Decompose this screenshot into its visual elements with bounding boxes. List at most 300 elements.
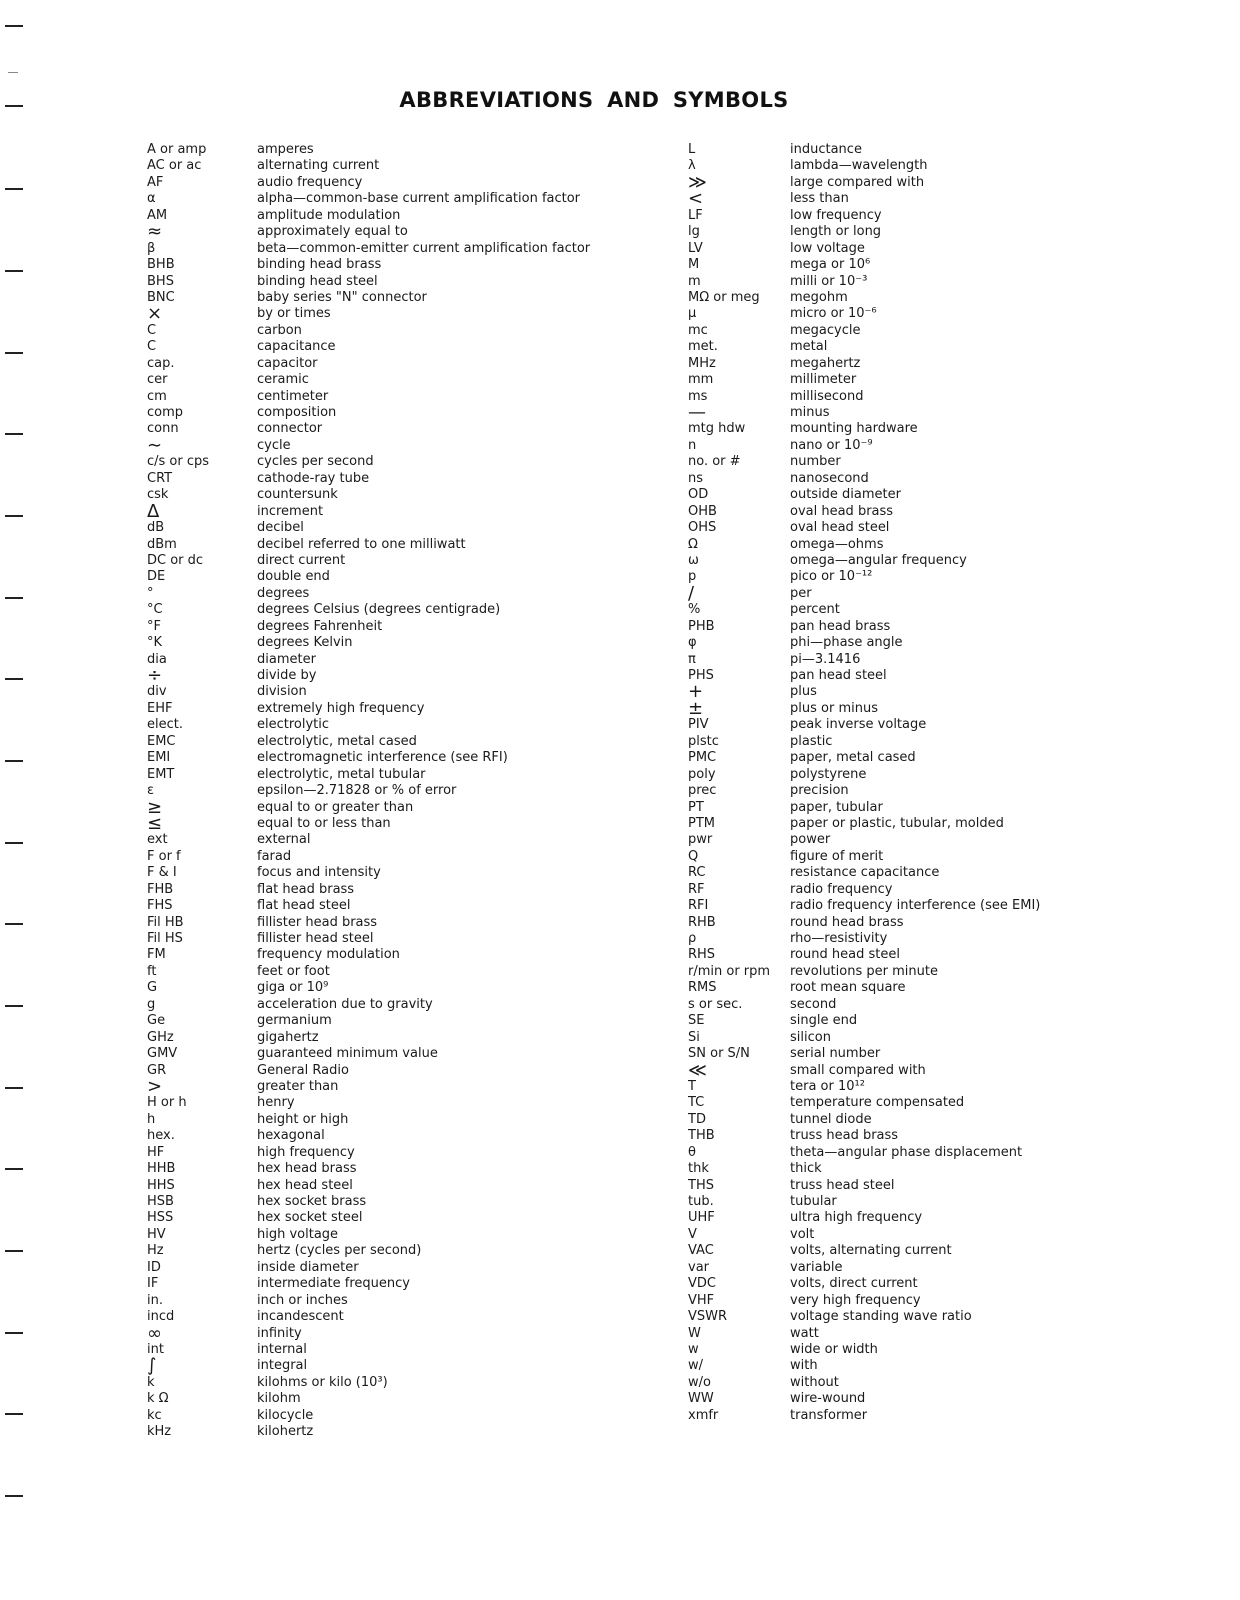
- abbreviation-symbol: Ge: [147, 1013, 166, 1029]
- abbreviation-symbol: /: [688, 582, 695, 604]
- abbreviation-symbol: w: [688, 1341, 699, 1357]
- abbreviation-meaning: resistance capacitance: [790, 865, 940, 881]
- abbreviation-meaning: with: [790, 1358, 818, 1374]
- margin-tick: [5, 760, 23, 762]
- abbreviation-symbol: dBm: [147, 536, 177, 552]
- abbreviation-symbol: V: [688, 1226, 697, 1242]
- abbreviation-symbol: MHz: [688, 355, 716, 371]
- abbreviation-meaning: degrees Fahrenheit: [257, 618, 383, 634]
- abbreviation-meaning: kilocycle: [257, 1407, 314, 1423]
- abbreviation-meaning: General Radio: [257, 1062, 349, 1078]
- abbreviation-meaning: plus: [790, 684, 817, 700]
- abbreviation-meaning: oval head steel: [790, 520, 890, 536]
- abbreviation-symbol: PHB: [688, 618, 715, 634]
- abbreviation-symbol: mm: [688, 372, 714, 388]
- abbreviation-meaning: kilohms or kilo (10³): [257, 1374, 388, 1390]
- margin-tick: [5, 433, 23, 435]
- abbreviation-meaning: transformer: [790, 1407, 868, 1423]
- abbreviation-symbol: g: [147, 996, 156, 1012]
- abbreviation-symbol: dB: [147, 520, 165, 536]
- abbreviation-meaning: divide by: [257, 668, 317, 683]
- abbreviation-meaning: paper or plastic, tubular, molded: [790, 815, 1004, 831]
- abbreviation-meaning: diameter: [257, 651, 316, 667]
- abbreviation-symbol: ≤: [147, 812, 163, 834]
- abbreviation-meaning: tera or 10¹²: [790, 1078, 865, 1094]
- abbreviation-symbol: <: [688, 188, 704, 210]
- abbreviation-meaning: peak inverse voltage: [790, 717, 927, 733]
- abbreviation-meaning: henry: [257, 1095, 295, 1111]
- abbreviation-symbol: ε: [147, 783, 155, 799]
- abbreviation-meaning: amperes: [257, 142, 314, 157]
- margin-tick: [5, 515, 23, 517]
- abbreviation-symbol: EMT: [147, 766, 175, 782]
- abbreviation-symbol: ω: [688, 552, 699, 568]
- abbreviation-symbol: Fil HB: [147, 914, 184, 930]
- abbreviation-meaning: centimeter: [257, 388, 329, 404]
- abbreviation-symbol: HHS: [147, 1177, 175, 1193]
- abbreviation-meaning: polystyrene: [790, 766, 867, 782]
- abbreviation-meaning: outside diameter: [790, 487, 901, 503]
- abbreviation-symbol: PHS: [688, 668, 714, 683]
- abbreviation-meaning: nanosecond: [790, 470, 869, 486]
- abbreviation-symbol: hex.: [147, 1128, 175, 1144]
- abbreviation-meaning: variable: [790, 1259, 843, 1275]
- abbreviation-symbol: k Ω: [147, 1391, 169, 1407]
- abbreviation-symbol: ÷: [147, 665, 163, 686]
- abbreviation-meaning: paper, metal cased: [790, 750, 916, 766]
- abbreviation-meaning: oval head brass: [790, 503, 894, 519]
- abbreviation-symbol: int: [147, 1341, 164, 1357]
- abbreviation-symbol: BHS: [147, 273, 174, 289]
- abbreviation-meaning: equal to or greater than: [257, 799, 414, 815]
- abbreviation-symbol: GHz: [147, 1029, 174, 1045]
- abbreviation-meaning: tunnel diode: [790, 1111, 872, 1127]
- abbreviation-symbol: θ: [688, 1144, 696, 1160]
- abbreviation-meaning: feet or foot: [257, 963, 330, 979]
- abbreviation-symbol: %: [688, 602, 701, 618]
- margin-tick: [5, 1332, 23, 1334]
- abbreviation-symbol: α: [147, 191, 156, 207]
- abbreviation-meaning: pi—3.1416: [790, 651, 861, 667]
- abbreviation-symbol: h: [147, 1111, 156, 1127]
- abbreviation-meaning: megohm: [790, 289, 848, 305]
- abbreviation-meaning: division: [257, 684, 307, 700]
- abbreviation-symbol: HHB: [147, 1161, 176, 1177]
- abbreviation-symbol: pwr: [688, 832, 713, 848]
- abbreviation-meaning: thick: [790, 1161, 822, 1177]
- abbreviation-meaning: equal to or less than: [257, 815, 391, 831]
- abbreviation-symbol: LV: [688, 240, 703, 256]
- margin-tick: [5, 1168, 23, 1170]
- abbreviation-symbol: DC or dc: [147, 552, 204, 568]
- abbreviation-symbol: ρ: [688, 931, 697, 946]
- abbreviation-symbol: no. or #: [688, 454, 741, 470]
- abbreviation-meaning: small compared with: [790, 1062, 926, 1078]
- abbreviation-meaning: micro or 10⁻⁶: [790, 306, 877, 322]
- abbreviation-meaning: wide or width: [790, 1341, 878, 1357]
- abbreviation-meaning: degrees Kelvin: [257, 635, 353, 651]
- abbreviation-symbol: °C: [147, 602, 163, 618]
- margin-tick: [5, 270, 23, 272]
- abbreviation-meaning: voltage standing wave ratio: [790, 1309, 972, 1325]
- abbreviation-symbol: tub.: [688, 1194, 714, 1209]
- abbreviation-symbol: RFI: [688, 898, 709, 914]
- abbreviation-meaning: by or times: [257, 306, 331, 322]
- margin-tick: [8, 72, 18, 73]
- abbreviation-meaning: decibel referred to one milliwatt: [257, 536, 466, 552]
- abbreviation-symbol: DE: [147, 569, 166, 585]
- abbreviation-meaning: mega or 10⁶: [790, 257, 871, 273]
- abbreviation-symbol: π: [688, 651, 696, 667]
- margin-tick: [5, 1250, 23, 1252]
- abbreviation-symbol: met.: [688, 339, 718, 355]
- abbreviation-meaning: without: [790, 1374, 839, 1390]
- abbreviation-symbol: β: [147, 240, 156, 256]
- abbreviation-symbol: elect.: [147, 717, 183, 733]
- abbreviation-symbol: AM: [147, 207, 168, 223]
- abbreviation-symbol: ∞: [147, 1322, 162, 1344]
- abbreviation-meaning: internal: [257, 1341, 307, 1357]
- abbreviation-symbol: G: [147, 980, 158, 996]
- abbreviation-meaning: revolutions per minute: [790, 963, 938, 979]
- abbreviation-meaning: millisecond: [790, 388, 864, 404]
- abbreviation-symbol: ∼: [147, 434, 163, 456]
- abbreviation-symbol: RHS: [688, 947, 716, 963]
- abbreviation-meaning: serial number: [790, 1046, 881, 1062]
- abbreviation-symbol: mc: [688, 322, 708, 338]
- abbreviation-meaning: milli or 10⁻³: [790, 273, 868, 289]
- margin-tick: [5, 1005, 23, 1007]
- abbreviation-meaning: ultra high frequency: [790, 1210, 923, 1226]
- abbreviation-symbol: xmfr: [688, 1407, 719, 1423]
- abbreviation-meaning: pan head brass: [790, 618, 891, 634]
- abbreviation-meaning: capacitance: [257, 339, 336, 355]
- abbreviation-meaning: binding head steel: [257, 273, 378, 289]
- abbreviation-symbol: ×: [147, 303, 163, 325]
- abbreviation-meaning: external: [257, 832, 311, 848]
- margin-tick: [5, 25, 23, 27]
- abbreviation-symbol: L: [688, 142, 696, 157]
- abbreviation-symbol: cm: [147, 388, 167, 404]
- abbreviation-meaning: watt: [790, 1325, 819, 1341]
- abbreviation-meaning: electrolytic, metal cased: [257, 733, 417, 749]
- abbreviation-symbol: A or amp: [147, 142, 207, 157]
- abbreviation-symbol: φ: [688, 635, 697, 651]
- abbreviation-meaning: inside diameter: [257, 1259, 359, 1275]
- abbreviation-meaning: inch or inches: [257, 1292, 348, 1308]
- abbreviation-symbol: EMC: [147, 733, 176, 749]
- abbreviation-symbol: HSS: [147, 1210, 174, 1226]
- abbreviation-symbol: RHB: [688, 914, 716, 930]
- abbreviation-meaning: carbon: [257, 322, 302, 338]
- abbreviation-meaning: truss head brass: [790, 1128, 899, 1144]
- abbreviation-symbol: °K: [147, 635, 163, 651]
- abbreviation-meaning: hexagonal: [257, 1128, 325, 1144]
- abbreviation-symbol: OHB: [688, 503, 717, 519]
- abbreviation-symbol: n: [688, 437, 697, 453]
- abbreviation-symbol: Fil HS: [147, 931, 183, 946]
- abbreviation-meaning: giga or 10⁹: [257, 980, 329, 996]
- abbreviation-symbol: UHF: [688, 1210, 715, 1226]
- abbreviation-symbol: k: [147, 1374, 155, 1390]
- abbreviation-meaning: audio frequency: [257, 174, 363, 190]
- abbreviation-symbol: HV: [147, 1226, 166, 1242]
- abbreviation-meaning: plastic: [790, 733, 833, 749]
- abbreviation-symbol: w/o: [688, 1374, 711, 1390]
- abbreviation-meaning: minus: [790, 405, 830, 420]
- abbreviation-meaning: double end: [257, 569, 330, 585]
- abbreviation-meaning: power: [790, 832, 831, 848]
- abbreviation-meaning: gigahertz: [257, 1029, 319, 1045]
- abbreviation-symbol: TD: [688, 1111, 706, 1127]
- abbreviation-symbol: HSB: [147, 1194, 174, 1209]
- abbreviation-meaning: second: [790, 996, 837, 1012]
- abbreviation-symbol: EHF: [147, 700, 173, 716]
- abbreviation-meaning: kilohm: [257, 1391, 301, 1407]
- abbreviation-symbol: LF: [688, 207, 703, 223]
- abbreviation-meaning: farad: [257, 848, 292, 864]
- abbreviation-symbol: Hz: [147, 1243, 164, 1259]
- abbreviation-symbol: RMS: [688, 980, 717, 996]
- abbreviation-meaning: mounting hardware: [790, 421, 918, 437]
- abbreviation-meaning: tubular: [790, 1194, 837, 1209]
- abbreviation-symbol: csk: [147, 487, 169, 503]
- abbreviation-symbol: VAC: [688, 1243, 714, 1259]
- abbreviation-symbol: C: [147, 322, 157, 338]
- abbreviation-meaning: precision: [790, 783, 849, 799]
- margin-tick: [5, 1495, 23, 1497]
- abbreviation-meaning: per: [790, 585, 812, 601]
- abbreviation-meaning: fillister head brass: [257, 914, 378, 930]
- abbreviation-meaning: approximately equal to: [257, 224, 408, 240]
- abbreviation-symbol: PIV: [688, 717, 709, 733]
- abbreviation-meaning: radio frequency interference (see EMI): [790, 898, 1041, 914]
- abbreviation-meaning: beta—common-emitter current amplification factor: [257, 240, 591, 256]
- abbreviation-meaning: cycles per second: [257, 454, 374, 470]
- abbreviation-meaning: temperature compensated: [790, 1095, 965, 1111]
- abbreviation-meaning: alternating current: [257, 158, 380, 174]
- abbreviation-meaning: plus or minus: [790, 700, 878, 716]
- abbreviation-meaning: fillister head steel: [257, 931, 374, 946]
- abbreviation-meaning: integral: [257, 1358, 308, 1374]
- abbreviation-symbol: F & I: [147, 865, 177, 881]
- abbreviation-meaning: kilohertz: [257, 1424, 314, 1440]
- abbreviation-meaning: connector: [257, 421, 323, 437]
- abbreviation-symbol: prec: [688, 783, 717, 799]
- abbreviation-symbol: w/: [688, 1358, 704, 1374]
- abbreviation-symbol: conn: [147, 421, 179, 437]
- abbreviation-meaning: hertz (cycles per second): [257, 1243, 422, 1259]
- abbreviation-meaning: countersunk: [257, 487, 338, 503]
- abbreviation-meaning: decibel: [257, 520, 304, 536]
- abbreviation-symbol: in.: [147, 1292, 163, 1308]
- abbreviation-symbol: BHB: [147, 257, 175, 273]
- abbreviation-symbol: VHF: [688, 1292, 715, 1308]
- abbreviation-symbol: CRT: [147, 470, 173, 486]
- abbreviation-symbol: ≈: [147, 221, 163, 243]
- abbreviation-meaning: hex head steel: [257, 1177, 353, 1193]
- abbreviation-symbol: c/s or cps: [147, 454, 210, 470]
- abbreviation-symbol: PT: [688, 799, 704, 815]
- abbreviation-symbol: THB: [688, 1128, 715, 1144]
- abbreviation-meaning: volt: [790, 1226, 815, 1242]
- margin-tick: [5, 352, 23, 354]
- margin-tick: [5, 597, 23, 599]
- abbreviation-meaning: greater than: [257, 1078, 339, 1094]
- abbreviation-meaning: number: [790, 454, 841, 470]
- abbreviation-meaning: round head steel: [790, 947, 900, 963]
- abbreviation-symbol: +: [688, 681, 704, 703]
- abbreviation-meaning: less than: [790, 191, 849, 207]
- abbreviation-symbol: ≫: [688, 171, 707, 193]
- abbreviation-meaning: omega—angular frequency: [790, 552, 967, 568]
- abbreviation-meaning: length or long: [790, 224, 882, 240]
- abbreviation-symbol: FM: [147, 947, 166, 963]
- abbreviation-symbol: T: [688, 1078, 696, 1094]
- abbreviation-symbol: RF: [688, 881, 705, 897]
- binder-margin-marks: [0, 0, 30, 1600]
- abbreviation-symbol: ID: [147, 1259, 161, 1275]
- abbreviation-symbol: °: [147, 585, 154, 601]
- abbreviation-symbol: Ω: [688, 536, 698, 552]
- abbreviation-meaning: guaranteed minimum value: [257, 1046, 438, 1062]
- abbreviation-symbol: μ: [688, 306, 697, 322]
- abbreviation-symbol: C: [147, 339, 157, 355]
- abbreviation-meaning: baby series "N" connector: [257, 289, 427, 305]
- abbreviation-meaning: electrolytic, metal tubular: [257, 766, 426, 782]
- abbreviation-meaning: millimeter: [790, 372, 857, 388]
- abbreviation-meaning: percent: [790, 602, 840, 618]
- abbreviation-meaning: hex socket brass: [257, 1194, 367, 1209]
- abbreviation-meaning: ceramic: [257, 372, 309, 388]
- abbreviation-symbol: H or h: [147, 1095, 187, 1111]
- abbreviation-meaning: wire-wound: [790, 1391, 866, 1407]
- abbreviation-meaning: height or high: [257, 1111, 349, 1127]
- abbreviation-symbol: —: [688, 402, 706, 423]
- abbreviation-symbol: ms: [688, 388, 708, 404]
- abbreviation-symbol: Si: [688, 1029, 700, 1045]
- abbreviation-symbol: incd: [147, 1309, 175, 1325]
- abbreviation-meaning: pan head steel: [790, 668, 887, 683]
- abbreviation-meaning: silicon: [790, 1029, 831, 1045]
- abbreviation-meaning: large compared with: [790, 174, 925, 190]
- abbreviation-meaning: metal: [790, 339, 828, 355]
- abbreviation-symbol: IF: [147, 1276, 159, 1292]
- abbreviation-meaning: hex socket steel: [257, 1210, 363, 1226]
- abbreviation-symbol: PMC: [688, 750, 717, 766]
- abbreviation-meaning: radio frequency: [790, 881, 893, 897]
- abbreviation-meaning: paper, tubular: [790, 799, 883, 815]
- abbreviation-symbol: RC: [688, 865, 706, 881]
- abbreviation-meaning: cycle: [257, 437, 291, 453]
- abbreviation-symbol: BNC: [147, 289, 175, 305]
- abbreviation-meaning: theta—angular phase displacement: [790, 1144, 1023, 1160]
- abbreviation-symbol: HF: [147, 1144, 165, 1160]
- abbreviation-meaning: degrees Celsius (degrees centigrade): [257, 602, 501, 618]
- abbreviation-symbol: ≥: [147, 796, 163, 818]
- abbreviation-meaning: direct current: [257, 552, 346, 568]
- abbreviation-meaning: phi—phase angle: [790, 635, 903, 651]
- abbreviation-symbol: m: [688, 273, 701, 289]
- abbreviation-meaning: alpha—common-base current amplification factor: [257, 191, 581, 207]
- abbreviation-meaning: acceleration due to gravity: [257, 996, 433, 1012]
- abbreviation-symbol: >: [147, 1075, 163, 1097]
- abbreviation-symbol: AC or ac: [147, 158, 202, 174]
- abbreviation-symbol: ns: [688, 470, 704, 486]
- abbreviation-meaning: volts, direct current: [790, 1276, 918, 1292]
- abbreviation-symbol: SE: [688, 1013, 705, 1029]
- abbreviation-meaning: germanium: [257, 1013, 332, 1029]
- abbreviation-symbol: PTM: [688, 815, 715, 831]
- abbreviation-meaning: round head brass: [790, 914, 904, 930]
- margin-tick: [5, 678, 23, 680]
- abbreviation-meaning: focus and intensity: [257, 865, 381, 881]
- abbreviation-meaning: electromagnetic interference (see RFI): [257, 750, 508, 766]
- abbreviation-symbol: kc: [147, 1407, 162, 1423]
- abbreviation-symbol: FHB: [147, 881, 174, 897]
- abbreviation-symbol: F or f: [147, 848, 181, 864]
- abbreviation-meaning: high voltage: [257, 1226, 339, 1242]
- abbreviation-meaning: lambda—wavelength: [790, 158, 928, 174]
- abbreviation-meaning: megacycle: [790, 322, 861, 338]
- abbreviation-meaning: composition: [257, 405, 337, 420]
- abbreviation-symbol: THS: [688, 1177, 714, 1193]
- abbreviation-meaning: truss head steel: [790, 1177, 895, 1193]
- abbreviation-meaning: pico or 10⁻¹²: [790, 569, 873, 585]
- abbreviation-symbol: poly: [688, 766, 716, 782]
- abbreviation-meaning: capacitor: [257, 355, 318, 371]
- abbreviation-symbol: GR: [147, 1062, 167, 1078]
- abbreviation-symbol: ft: [147, 963, 157, 979]
- abbreviation-symbol: div: [147, 684, 167, 700]
- abbreviation-meaning: electrolytic: [257, 717, 330, 733]
- abbreviation-meaning: intermediate frequency: [257, 1276, 410, 1292]
- margin-tick: [5, 1087, 23, 1089]
- abbreviation-symbol: AF: [147, 174, 164, 190]
- abbreviation-meaning: megahertz: [790, 355, 861, 371]
- abbreviation-meaning: figure of merit: [790, 848, 884, 864]
- abbreviation-symbol: ext: [147, 832, 168, 848]
- abbreviation-symbol: cap.: [147, 355, 175, 371]
- abbreviation-symbol: ≪: [688, 1059, 707, 1081]
- abbreviation-symbol: lg: [688, 224, 700, 240]
- abbreviation-symbol: Q: [688, 848, 699, 864]
- abbreviation-meaning: volts, alternating current: [790, 1243, 952, 1259]
- abbreviation-symbol: W: [688, 1325, 701, 1341]
- abbreviation-symbol: r/min or rpm: [688, 963, 771, 979]
- abbreviation-symbol: comp: [147, 405, 184, 420]
- abbreviation-symbol: cer: [147, 372, 168, 388]
- page-title: ABBREVIATIONS AND SYMBOLS: [399, 88, 789, 112]
- abbreviation-symbol: FHS: [147, 898, 173, 914]
- abbreviation-meaning: frequency modulation: [257, 947, 400, 963]
- abbreviation-symbol: kHz: [147, 1424, 172, 1440]
- margin-tick: [5, 923, 23, 925]
- abbreviation-symbol: M: [688, 257, 700, 273]
- abbreviation-meaning: rho—resistivity: [790, 931, 888, 946]
- abbreviation-symbol: EMI: [147, 750, 171, 766]
- abbreviation-meaning: high frequency: [257, 1144, 355, 1160]
- abbreviation-symbol: VDC: [688, 1276, 716, 1292]
- abbreviation-symbol: λ: [688, 158, 696, 174]
- abbreviation-meaning: very high frequency: [790, 1292, 921, 1308]
- margin-tick: [5, 1413, 23, 1415]
- abbreviation-meaning: hex head brass: [257, 1161, 357, 1177]
- abbreviation-meaning: binding head brass: [257, 257, 382, 273]
- abbreviation-symbol: OD: [688, 487, 709, 503]
- abbreviation-meaning: increment: [257, 503, 324, 519]
- abbreviation-symbol: s or sec.: [688, 996, 743, 1012]
